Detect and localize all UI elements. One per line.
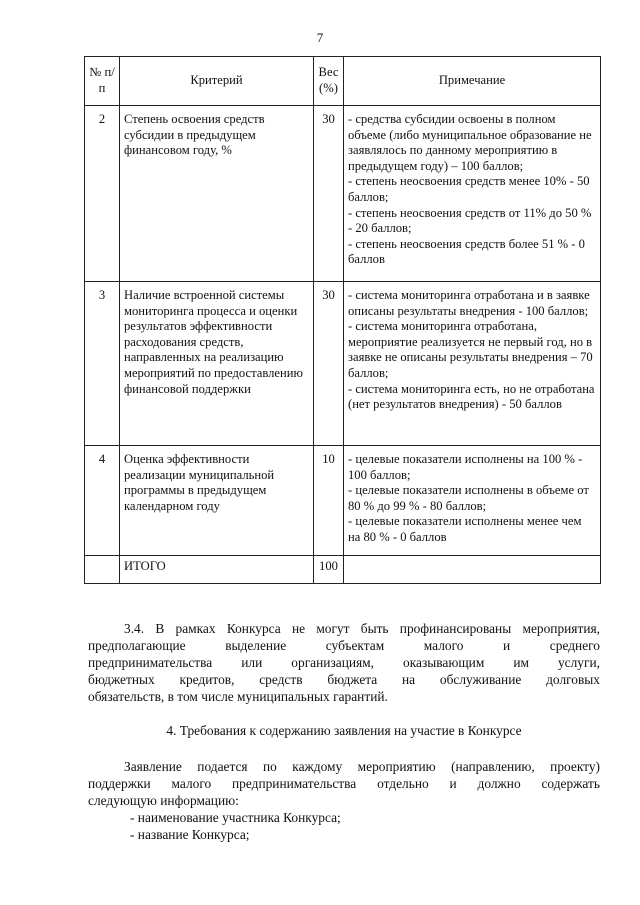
note-item: - целевые показатели исполнены в объеме от 80 % до 99 % - 80 баллов; xyxy=(348,483,589,513)
total-note-empty xyxy=(344,556,601,584)
paragraph-line: предполагающие выделение субъектам малого и среднего xyxy=(88,638,600,653)
paragraph-line: бюджетных кредитов, средств бюджета на обслуживание долговых xyxy=(88,672,600,687)
header-num: № п/п xyxy=(85,57,120,106)
table-row xyxy=(85,446,601,556)
paragraph-line: Заявление подается по каждому мероприятию (направлению, проекту) xyxy=(124,759,600,774)
row-criterion: Степень освоения средств субсидии в предыдущем финансовом году, % xyxy=(120,106,314,282)
table-row xyxy=(85,106,601,282)
note-item: - целевые показатели исполнены на 100 % - 100 баллов; xyxy=(348,452,583,482)
note-item: - система мониторинга отработана и в заявке описаны результаты внедрения - 100 баллов; xyxy=(348,288,590,318)
row-note xyxy=(344,446,601,556)
total-label: ИТОГО xyxy=(120,556,314,584)
paragraph-line: поддержки малого предпринимательства отдельно и должно содержать xyxy=(88,776,600,791)
list-item: - наименование участника Конкурса; xyxy=(130,810,341,825)
criteria-table xyxy=(84,56,601,584)
section-4-heading: 4. Требования к содержанию заявления на участие в Конкурсе xyxy=(166,723,522,738)
total-weight: 100 xyxy=(314,556,344,584)
note-item: - степень неосвоения средств более 51 % - 0 баллов xyxy=(348,236,585,267)
paragraph-line: предпринимательства или организациям, оказывающим им услуги, xyxy=(88,655,600,670)
list-item: - название Конкурса; xyxy=(130,827,250,842)
row-weight: 30 xyxy=(314,282,344,446)
header-weight: Вес (%) xyxy=(314,57,344,106)
paragraph-line: следующую информацию: xyxy=(88,793,239,808)
table-header-row xyxy=(85,57,601,106)
header-note: Примечание xyxy=(344,57,601,106)
paragraph-4 xyxy=(88,758,600,843)
page-number: 7 xyxy=(316,30,324,45)
note-item: - целевые показатели исполнены менее чем на 80 % - 0 баллов xyxy=(348,514,582,544)
note-item: - степень неосвоения средств от 11% до 50 % - 20 баллов; xyxy=(348,205,592,236)
row-criterion: Наличие встроенной системы мониторинга процесса и оценки результатов эффективности расходования средств, направленных на реализацию мероприятий по предоставлению финансовой поддержки xyxy=(120,282,314,446)
paragraph-line: обязательств, в том числе муниципальных гарантий. xyxy=(88,689,388,704)
row-note xyxy=(344,106,601,282)
note-item: - средства субсидии освоены в полном объеме (либо муниципальное образование не заявлялось по данному мероприятию в предыдущем году) – 100 баллов; xyxy=(348,112,592,173)
row-weight: 10 xyxy=(314,446,344,556)
row-num: 3 xyxy=(85,282,120,446)
row-weight: 30 xyxy=(314,106,344,282)
row-num: 2 xyxy=(85,106,120,282)
note-item: - система мониторинга есть, но не отработана (нет результатов внедрения) - 50 баллов xyxy=(348,381,595,412)
row-note xyxy=(344,282,601,446)
header-criterion: Критерий xyxy=(120,57,314,106)
row-criterion: Оценка эффективности реализации муниципальной программы в предыдущем календарном году xyxy=(120,446,314,556)
paragraph-line: 3.4. В рамках Конкурса не могут быть профинансированы мероприятия, xyxy=(124,621,600,636)
note-item: - степень неосвоения средств менее 10% - 50 баллов; xyxy=(348,174,590,204)
total-num-empty xyxy=(85,556,120,584)
row-num: 4 xyxy=(85,446,120,556)
table-row xyxy=(85,282,601,446)
paragraph-3-4 xyxy=(88,620,600,705)
note-item: - система мониторинга отработана, мероприятие реализуется не первый год, но в заявке не описаны результаты внедрения – 70 баллов; xyxy=(348,319,593,380)
table-total-row xyxy=(85,556,601,584)
